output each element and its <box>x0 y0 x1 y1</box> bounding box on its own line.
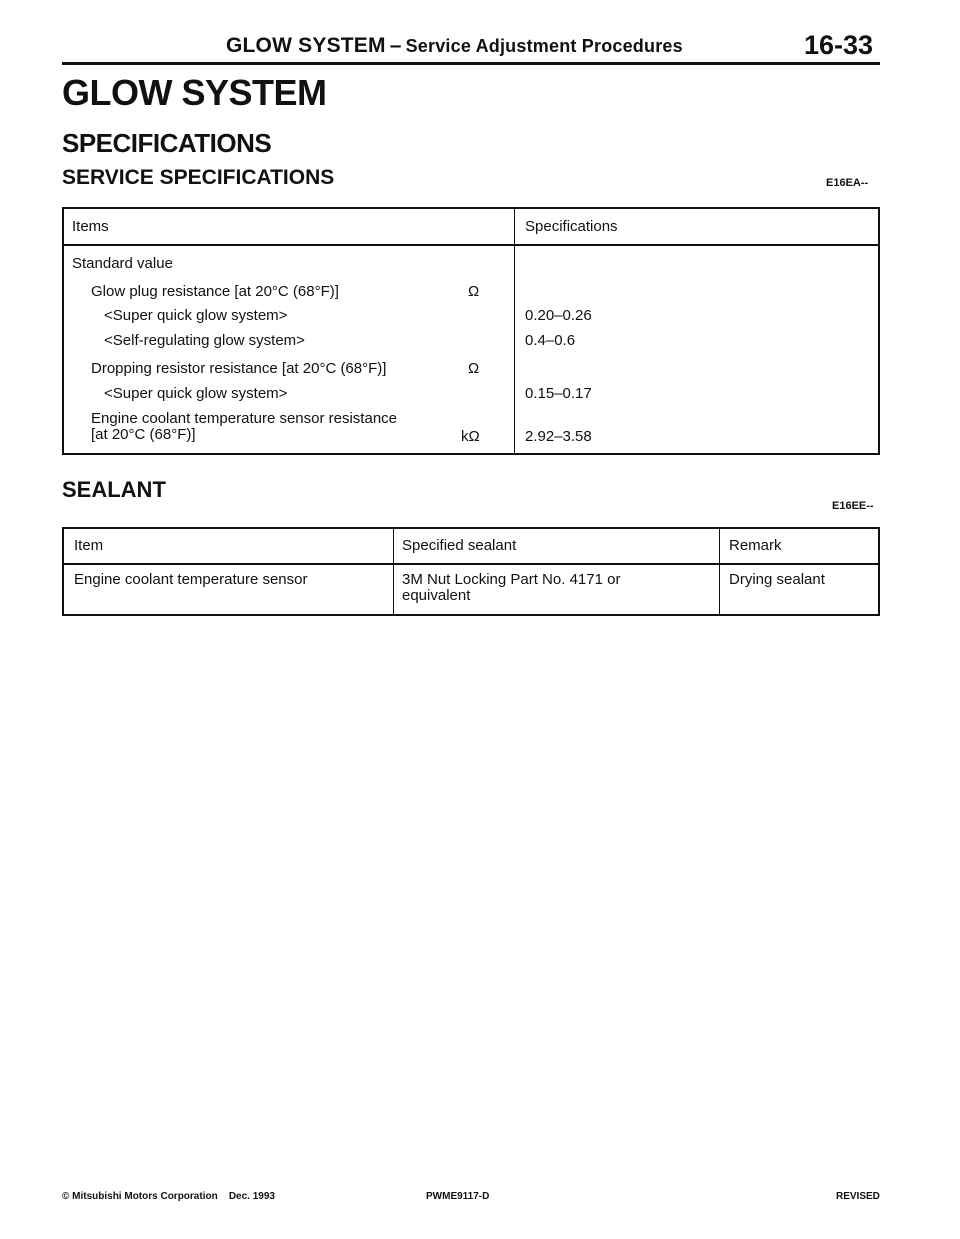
footer-doc-code: PWME9117-D <box>426 1191 490 1202</box>
unit-kilo-ohm: kΩ <box>461 428 480 445</box>
header-section: GLOW SYSTEM <box>226 34 386 57</box>
page-number: 16-33 <box>804 30 874 60</box>
table-row-item: Glow plug resistance [at 20°C (68°F)] <box>91 283 339 300</box>
table-row-item: <Super quick glow system> <box>104 307 288 324</box>
header-rule <box>62 62 880 65</box>
col-header-item: Item <box>74 537 104 554</box>
col-header-specified-sealant: Specified sealant <box>402 537 517 554</box>
service-spec-code: E16EA-- <box>826 177 869 189</box>
header-dash: – <box>389 34 402 57</box>
col-header-remark: Remark <box>729 537 782 554</box>
table-row-item: Engine coolant temperature sensor <box>74 571 308 588</box>
footer-copyright-text: © Mitsubishi Motors Corporation <box>62 1191 218 1202</box>
table-row-spec: 0.4–0.6 <box>525 332 576 349</box>
table-row-item: Engine coolant temperature sensor resistance <box>91 410 398 427</box>
table-row-item: [at 20°C (68°F)] <box>91 426 196 443</box>
header-subsection: Service Adjustment Procedures <box>405 36 683 56</box>
heading-specifications: SPECIFICATIONS <box>62 128 272 158</box>
running-header <box>226 34 683 58</box>
unit-ohm: Ω <box>468 360 480 377</box>
footer-date: Dec. 1993 <box>228 1191 275 1202</box>
table-row-remark: Drying sealant <box>729 571 825 588</box>
table-row-item: Dropping resistor resistance [at 20°C (68°F)] <box>91 360 387 377</box>
col-header-specifications: Specifications <box>525 218 618 235</box>
unit-ohm: Ω <box>468 283 480 300</box>
table-row-item: <Self-regulating glow system> <box>104 332 305 349</box>
table-row-sealant: equivalent <box>402 587 471 604</box>
table-row-spec: 0.20–0.26 <box>525 307 592 324</box>
table-column-rule <box>514 209 515 453</box>
col-header-items: Items <box>72 218 109 235</box>
service-spec-table <box>62 207 880 455</box>
table-row-item: <Super quick glow system> <box>104 385 288 402</box>
heading-service-specifications: SERVICE SPECIFICATIONS <box>62 166 335 189</box>
table-column-rule <box>393 529 394 614</box>
page-title: GLOW SYSTEM <box>62 72 327 113</box>
table-row-spec: 0.15–0.17 <box>525 385 592 402</box>
table-row-item: Standard value <box>72 255 173 272</box>
table-header-rule <box>64 244 878 246</box>
heading-sealant: SEALANT <box>62 477 166 502</box>
footer-status: REVISED <box>836 1191 880 1202</box>
table-header-rule <box>64 563 878 565</box>
table-row-spec: 2.92–3.58 <box>525 428 592 445</box>
table-row-sealant: 3M Nut Locking Part No. 4171 or <box>402 571 621 588</box>
footer-copyright <box>62 1191 275 1202</box>
table-column-rule <box>719 529 720 614</box>
sealant-table <box>62 527 880 616</box>
sealant-code: E16EE-- <box>832 500 874 512</box>
